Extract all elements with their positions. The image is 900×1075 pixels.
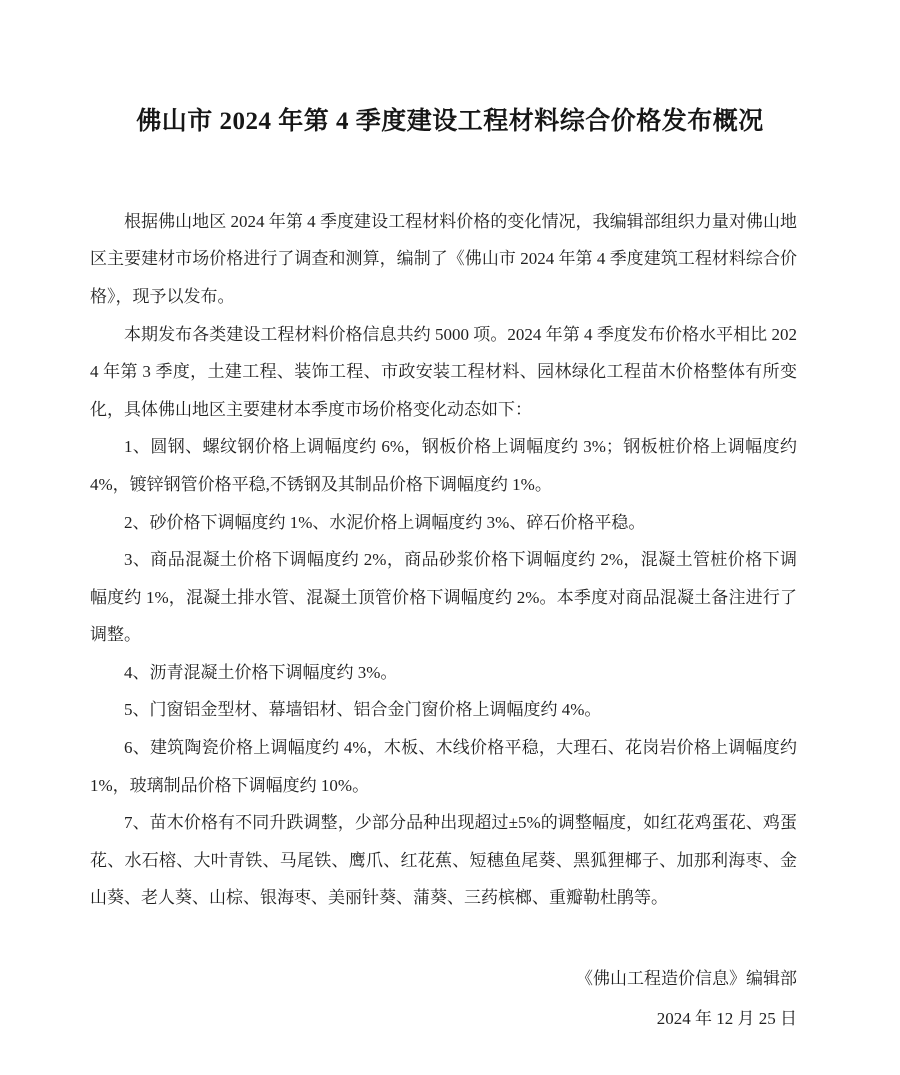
paragraph-item-4: 4、沥青混凝土价格下调幅度约 3%。 bbox=[124, 662, 398, 682]
document-footer bbox=[90, 959, 797, 1039]
paragraph-item-7: 7、苗木价格有不同升跌调整，少部分品种出现超过±5%的调整幅度，如红花鸡蛋花、鸡蛋花、水石榕、大叶青铁、马尾铁、鹰爪、红花蕉、短穗鱼尾葵、黑狐狸椰子、加那利海枣、金山葵、老人葵、山棕、银海枣、美丽针葵、蒲葵、三药槟榔、重瓣勒杜鹃等。 bbox=[90, 813, 797, 908]
signature-line: 《佛山工程造价信息》编辑部 bbox=[576, 969, 797, 989]
paragraph-intro: 根据佛山地区 2024 年第 4 季度建设工程材料价格的变化情况，我编辑部组织力量对佛山地区主要建材市场价格进行了调查和测算，编制了《佛山市 2024 年第 4 季度建筑工程材料综合价格》，现予以发布。 bbox=[90, 211, 797, 306]
paragraph-item-3: 3、商品混凝土价格下调幅度约 2%，商品砂浆价格下调幅度约 2%，混凝土管桩价格下调幅度约 1%，混凝土排水管、混凝土顶管价格下调幅度约 2%。本季度对商品混凝土备注进行了调整。 bbox=[90, 550, 797, 645]
paragraph-item-1: 1、圆钢、螺纹钢价格上调幅度约 6%，钢板价格上调幅度约 3%；钢板桩价格上调幅度约 4%，镀锌钢管价格平稳,不锈钢及其制品价格下调幅度约 1%。 bbox=[90, 437, 797, 494]
date-line: 2024 年 12 月 25 日 bbox=[656, 1009, 797, 1029]
paragraph-item-2: 2、砂价格下调幅度约 1%、水泥价格上调幅度约 3%、碎石价格平稳。 bbox=[124, 512, 646, 532]
paragraph-item-5: 5、门窗铝金型材、幕墙铝材、铝合金门窗价格上调幅度约 4%。 bbox=[124, 700, 602, 720]
paragraph-overview: 本期发布各类建设工程材料价格信息共约 5000 项。2024 年第 4 季度发布价格水平相比 2024 年第 3 季度，土建工程、装饰工程、市政安装工程材料、园林绿化工程苗木价格整体有所变化，具体佛山地区主要建材本季度市场价格变化动态如下： bbox=[90, 324, 797, 419]
paragraph-item-6: 6、建筑陶瓷价格上调幅度约 4%，木板、木线价格平稳，大理石、花岗岩价格上调幅度约 1%，玻璃制品价格下调幅度约 10%。 bbox=[90, 738, 797, 795]
document-body bbox=[90, 203, 797, 1039]
document-title: 佛山市 2024 年第 4 季度建设工程材料综合价格发布概况 bbox=[136, 107, 764, 135]
